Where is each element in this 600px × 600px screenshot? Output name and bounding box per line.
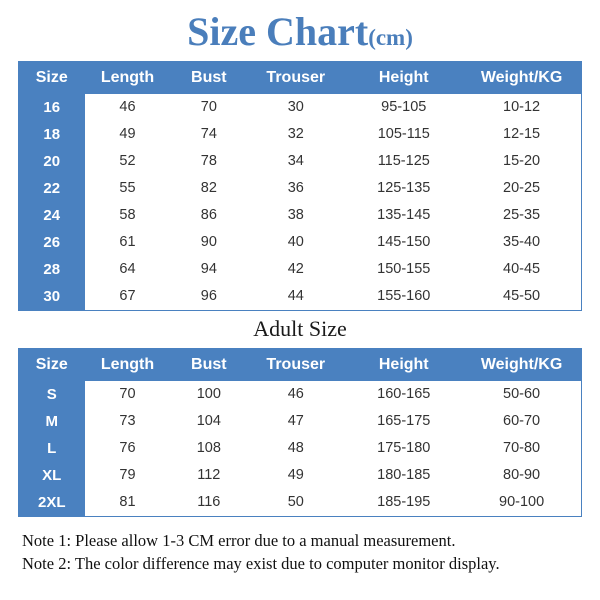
cell-trouser: 50 — [247, 489, 345, 516]
cell-bust: 86 — [171, 202, 247, 229]
table-header-row — [20, 350, 581, 381]
table-row — [20, 462, 581, 489]
cell-weight: 20-25 — [463, 175, 581, 202]
table-row — [20, 94, 581, 121]
cell-trouser: 40 — [247, 229, 345, 256]
cell-weight: 12-15 — [463, 121, 581, 148]
cell-trouser: 48 — [247, 435, 345, 462]
table-row — [20, 229, 581, 256]
notes-section — [18, 517, 582, 575]
cell-bust: 74 — [171, 121, 247, 148]
cell-size: 18 — [20, 121, 85, 148]
cell-height: 125-135 — [345, 175, 463, 202]
cell-length: 76 — [84, 435, 171, 462]
cell-length: 49 — [84, 121, 171, 148]
table-row — [20, 121, 581, 148]
cell-length: 81 — [84, 489, 171, 516]
cell-length: 52 — [84, 148, 171, 175]
cell-bust: 108 — [171, 435, 247, 462]
adult-size-caption: Adult Size — [253, 316, 347, 341]
cell-size: 28 — [20, 256, 85, 283]
cell-height: 145-150 — [345, 229, 463, 256]
cell-weight: 40-45 — [463, 256, 581, 283]
column-header-weight: Weight/KG — [463, 350, 581, 381]
cell-length: 79 — [84, 462, 171, 489]
cell-trouser: 47 — [247, 408, 345, 435]
column-header-height: Height — [345, 63, 463, 94]
kids-size-table — [19, 62, 581, 310]
cell-height: 160-165 — [345, 381, 463, 408]
title-unit-text: (cm) — [368, 25, 413, 50]
table-row — [20, 435, 581, 462]
cell-size: 16 — [20, 94, 85, 121]
cell-height: 105-115 — [345, 121, 463, 148]
table-header-row — [20, 63, 581, 94]
page-title — [18, 0, 582, 61]
cell-size: 20 — [20, 148, 85, 175]
table-row — [20, 256, 581, 283]
cell-weight: 10-12 — [463, 94, 581, 121]
cell-height: 180-185 — [345, 462, 463, 489]
cell-weight: 25-35 — [463, 202, 581, 229]
table-row — [20, 381, 581, 408]
cell-height: 185-195 — [345, 489, 463, 516]
cell-weight: 60-70 — [463, 408, 581, 435]
cell-length: 73 — [84, 408, 171, 435]
cell-weight: 70-80 — [463, 435, 581, 462]
cell-weight: 80-90 — [463, 462, 581, 489]
title-main-text: Size Chart — [187, 9, 369, 54]
cell-size: XL — [20, 462, 85, 489]
kids-size-table-wrapper — [18, 61, 582, 311]
cell-bust: 70 — [171, 94, 247, 121]
adult-size-table — [19, 349, 581, 516]
column-header-length: Length — [84, 63, 171, 94]
cell-height: 115-125 — [345, 148, 463, 175]
cell-length: 64 — [84, 256, 171, 283]
column-header-trouser: Trouser — [247, 350, 345, 381]
cell-length: 61 — [84, 229, 171, 256]
cell-bust: 104 — [171, 408, 247, 435]
column-header-trouser: Trouser — [247, 63, 345, 94]
cell-height: 95-105 — [345, 94, 463, 121]
table-row — [20, 202, 581, 229]
cell-size: 30 — [20, 283, 85, 310]
cell-size: L — [20, 435, 85, 462]
table-row — [20, 408, 581, 435]
cell-bust: 90 — [171, 229, 247, 256]
cell-length: 55 — [84, 175, 171, 202]
column-header-bust: Bust — [171, 63, 247, 94]
cell-weight: 50-60 — [463, 381, 581, 408]
cell-height: 175-180 — [345, 435, 463, 462]
cell-size: 26 — [20, 229, 85, 256]
table-row — [20, 148, 581, 175]
cell-bust: 96 — [171, 283, 247, 310]
cell-trouser: 44 — [247, 283, 345, 310]
cell-bust: 82 — [171, 175, 247, 202]
cell-weight: 15-20 — [463, 148, 581, 175]
table-row — [20, 175, 581, 202]
cell-trouser: 46 — [247, 381, 345, 408]
column-header-bust: Bust — [171, 350, 247, 381]
note-line-1: Note 1: Please allow 1-3 CM error due to a manual measurement. — [22, 531, 456, 550]
cell-length: 46 — [84, 94, 171, 121]
column-header-weight: Weight/KG — [463, 63, 581, 94]
table-row — [20, 283, 581, 310]
cell-trouser: 36 — [247, 175, 345, 202]
cell-trouser: 30 — [247, 94, 345, 121]
cell-size: 22 — [20, 175, 85, 202]
cell-size: 2XL — [20, 489, 85, 516]
cell-height: 135-145 — [345, 202, 463, 229]
cell-trouser: 32 — [247, 121, 345, 148]
cell-size: S — [20, 381, 85, 408]
cell-bust: 78 — [171, 148, 247, 175]
cell-height: 155-160 — [345, 283, 463, 310]
column-header-height: Height — [345, 350, 463, 381]
cell-bust: 116 — [171, 489, 247, 516]
adult-size-table-wrapper — [18, 348, 582, 517]
cell-trouser: 34 — [247, 148, 345, 175]
cell-trouser: 42 — [247, 256, 345, 283]
cell-weight: 35-40 — [463, 229, 581, 256]
cell-bust: 112 — [171, 462, 247, 489]
cell-height: 150-155 — [345, 256, 463, 283]
column-header-length: Length — [84, 350, 171, 381]
column-header-size: Size — [20, 63, 85, 94]
cell-length: 58 — [84, 202, 171, 229]
table-row — [20, 489, 581, 516]
cell-bust: 100 — [171, 381, 247, 408]
cell-trouser: 49 — [247, 462, 345, 489]
cell-size: M — [20, 408, 85, 435]
cell-trouser: 38 — [247, 202, 345, 229]
cell-size: 24 — [20, 202, 85, 229]
cell-bust: 94 — [171, 256, 247, 283]
cell-length: 70 — [84, 381, 171, 408]
cell-weight: 90-100 — [463, 489, 581, 516]
cell-length: 67 — [84, 283, 171, 310]
cell-weight: 45-50 — [463, 283, 581, 310]
cell-height: 165-175 — [345, 408, 463, 435]
note-line-2: Note 2: The color difference may exist due to computer monitor display. — [22, 554, 500, 573]
column-header-size: Size — [20, 350, 85, 381]
